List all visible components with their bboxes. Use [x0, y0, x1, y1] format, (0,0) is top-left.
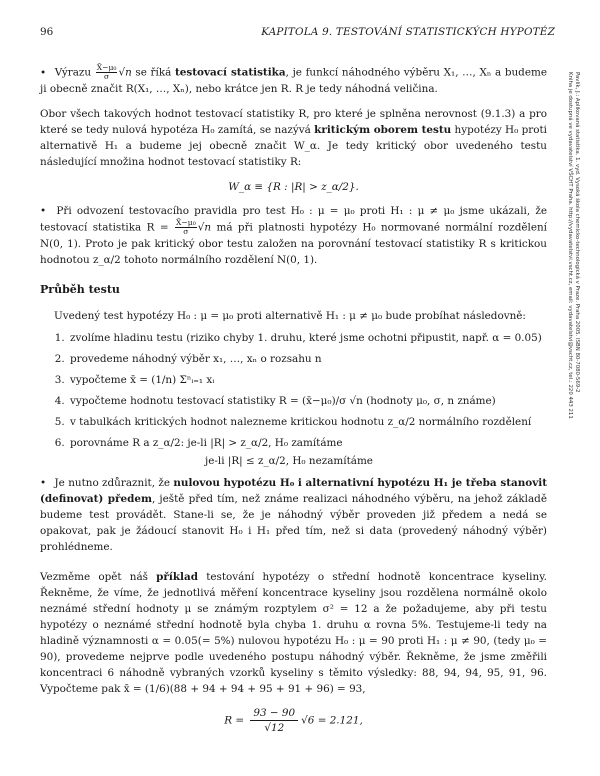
- list-item: [68, 435, 547, 469]
- side-citation-text: [566, 72, 580, 532]
- text-span: má při platnosti hypotézy H₀ normované normální rozdělení N(0, 1). Proto je pak kritický obor testu založen na porovnání testovací statistiky R s kritickou hodnotou z_α/2 tohoto normálního rozdělení N(0, 1).: [40, 221, 548, 266]
- text-span: Při odvození testovacího pravidla pro test H₀ : μ = μ₀ proti H₁ : μ ≠ μ₀ jsme ukázali, že testovací statistika R =: [40, 205, 547, 234]
- text-span: Je nutno zdůraznit, že: [54, 477, 174, 489]
- text-span: hypotézy H₀ proti alternativě H₁ a budeme jej obecně značit W_α. Je tedy kritický obor uvedeného testu následující množina hodnot testovací statistiky R:: [40, 124, 547, 168]
- fraction-denominator: σ: [103, 72, 110, 81]
- list-item: 1. zvolíme hladinu testu (riziko chyby 1. druhu, které jsme ochotni připustit, např. α = 0.05): [68, 330, 547, 346]
- fraction-xbar-mu0-sigma: [175, 219, 197, 236]
- fraction-numerator: X̄−μ₀: [96, 63, 117, 72]
- running-header: [40, 26, 555, 42]
- citation-line: Kniha je dostupná ve vydavatelství VŠCHT Praha. http://vydavatelstvi.vscht.cz, email: vydavatelstvi@vscht.cz, tel.: 220 443 211: [567, 72, 573, 419]
- eq-denominator: √12: [264, 722, 285, 734]
- procedure-steps: [40, 330, 547, 469]
- equation-critical-region: W_α ≡ {R : |R| > z_α/2}.: [228, 181, 359, 193]
- paragraph-example: [40, 569, 547, 697]
- text-span: testování hypotézy o střední hodnotě koncentrace kyseliny. Řekněme, že víme, že jednotlivá měření koncentrace kyseliny jsou rozdělena normálně okolo neznámé střední hodnoty μ se známým rozptylem σ² = 12 a že požadujeme, aby při testu hypotézy o neznámé střední hodnotě byla chyba 1. druhu α rovna 5%. Testujeme-li tedy na hladině významnosti α = 0.05(= 5%) nulovou hypotézu H₀ : μ = 90 proti H₁ : μ ≠ 90, (tedy μ₀ = 90), provedeme nejprve podle uvedeného postupu náhodný výběr. Řekněme, že jsme změřili koncentraci 6 náhodně vybraných vzorků kyseliny s těmito výsledky: 88, 94, 94, 95, 91, 96. Vypočteme pak x̄ = (1/6)(88 + 94 + 94 + 95 + 91 + 96) = 93,: [40, 571, 547, 695]
- text-span: Obor všech takových hodnot testovací statistiky R, pro které je splněna nerovnost (9.1.3) a pro které se tedy nulová hypotéza H₀ zamítá, se nazývá: [40, 108, 547, 136]
- sqrt-n: √n: [118, 66, 132, 79]
- text-span: , je funkcí náhodného výběru X₁, …, Xₙ a budeme ji obecně značit R(X₁, …, Xₙ), nebo krátce jen R. R je tedy náhodná veličina.: [40, 66, 547, 95]
- paragraph-define-beforehand: [40, 475, 547, 555]
- step-decision-reject: porovnáme R a z_α/2: je-li |R| > z_α/2, H₀ zamítáme: [70, 437, 343, 449]
- text-span: , ještě před tím, než známe realizaci náhodného výběru, na jehož základě budeme test provádět. Stane-li se, že je náhodný výběr proveden již předem a nedá se opakovat, pak je žádoucí stanovit H₀ i H₁ před tím, než si data (provedený náhodný výběr) prohlédneme.: [40, 493, 547, 553]
- term-critical-region: kritickým oborem testu: [314, 124, 452, 136]
- chapter-title: KAPITOLA 9. TESTOVÁNÍ STATISTICKÝCH HYPOTÉZ: [261, 26, 555, 38]
- list-item: 5. v tabulkách kritických hodnot nalezneme kritickou hodnotu z_α/2 normálního rozdělení: [68, 414, 547, 430]
- fraction-denominator: σ: [183, 227, 189, 236]
- section-heading: Průběh testu: [40, 283, 120, 296]
- eq-numerator: 93 − 90: [250, 706, 298, 721]
- page-number: 96: [40, 26, 54, 38]
- emphasis-define-hypotheses: nulovou hypotézu H₀ i alternativní hypotézu H₁ je třeba stanovit (definovat) předem: [40, 477, 547, 505]
- side-citation: [566, 72, 580, 532]
- eq-lhs: R =: [224, 714, 248, 727]
- text-span: Výrazu: [54, 66, 92, 79]
- paragraph-derivation: [40, 203, 547, 268]
- fraction-xbar-mu0-sigma: [96, 64, 118, 81]
- step-decision-accept: je-li |R| ≤ z_α/2, H₀ nezamítáme: [205, 455, 373, 467]
- paragraph-test-statistic: [40, 64, 547, 97]
- citation-line: Pavlík, J.: Aplikovaná statistika. 1. vyd. Vysoká škola chemicko-technologická v Praze. Praha 2005. ISBN 80-7080-569-2: [574, 72, 580, 393]
- paragraph-critical-region: [40, 106, 547, 170]
- list-item: 3. vypočteme x̄ = (1/n) Σⁿᵢ₌₁ xᵢ: [68, 372, 547, 388]
- paragraph-procedure-intro: Uvedený test hypotézy H₀ : μ = μ₀ proti alternativě H₁ : μ ≠ μ₀ bude probíhat následovně:: [54, 310, 526, 322]
- eq-fraction: [250, 706, 298, 735]
- term-example: příklad: [156, 571, 199, 583]
- sqrt-n: √n: [197, 221, 212, 234]
- eq-rhs: √6 = 2.121,: [301, 714, 363, 727]
- equation-R-value: [40, 706, 547, 735]
- list-item: 2. provedeme náhodný výběr x₁, …, xₙ o rozsahu n: [68, 351, 547, 367]
- text-span: Vezměme opět náš: [40, 571, 157, 583]
- main-text: [40, 64, 547, 743]
- term-test-statistic: testovací statistika: [174, 66, 286, 79]
- fraction-numerator: X̄−μ₀: [175, 218, 196, 227]
- list-item: 4. vypočteme hodnotu testovací statistiky R = (x̄−μ₀)/σ √n (hodnoty μ₀, σ, n známe): [68, 393, 547, 409]
- text-span: se říká: [131, 66, 175, 79]
